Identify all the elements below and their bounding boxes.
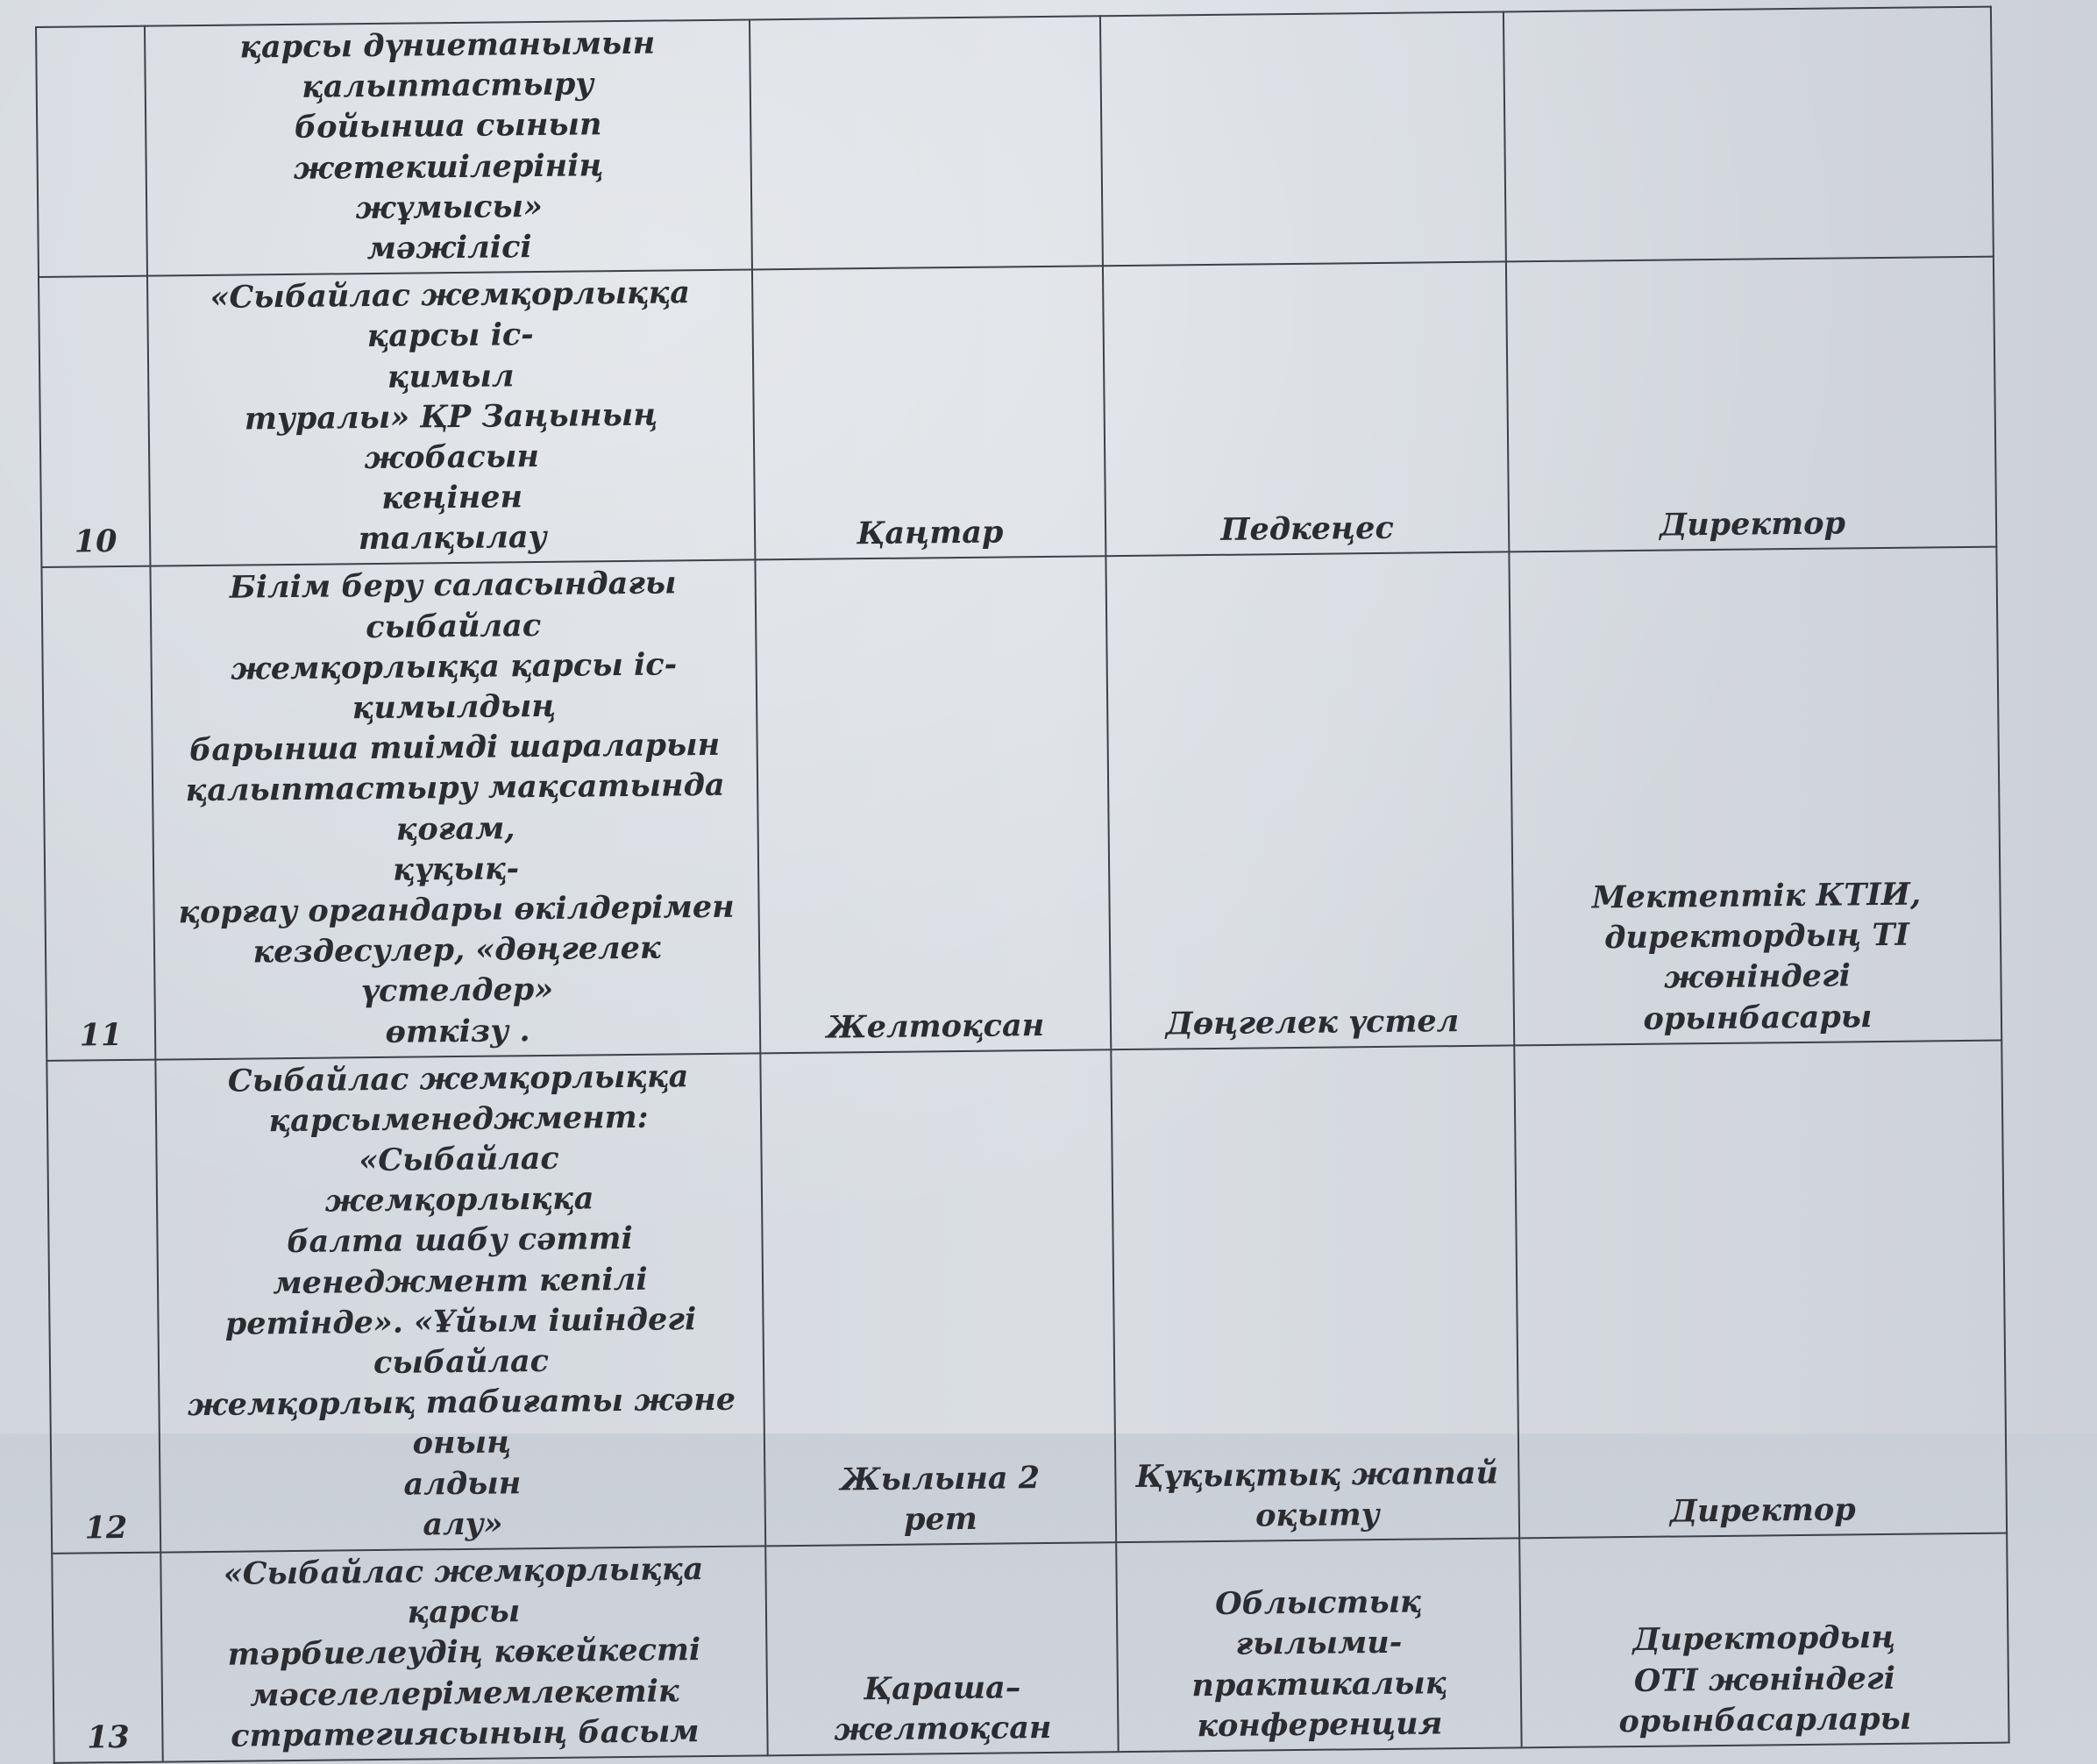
event-line: жұмысы» [355,188,544,226]
form-cell [1103,262,1509,557]
period-cell [765,1542,1118,1755]
event-line: қарсы дүниетанымын қалыптастыру [239,25,656,106]
form-cell [1105,552,1514,1049]
event-line: барынша тиімді шараларын [188,727,721,769]
event-line: туралы» ҚР Заңының жобасын [244,396,658,476]
row-number [46,1059,160,1554]
row-number [36,26,147,277]
event-line: Білім беру саласындағы сыбайлас [229,565,677,645]
table-body [36,7,2009,1763]
period-line: Жылына 2 [840,1459,1041,1498]
responsible-line: Директор [1659,505,1846,544]
form-line: оқыту [1255,1496,1380,1534]
table-row [36,7,1994,277]
form-cell [1111,1045,1519,1542]
event-line: жемқорлық табиғаты және оның [187,1381,736,1462]
form-line: ғылыми- [1235,1625,1403,1663]
form-line: Дөңгелек үстел [1165,1002,1460,1042]
period-line: Қараша– [864,1668,1021,1707]
table-row [46,1040,2007,1554]
form-line: конференция [1197,1704,1443,1744]
event-line: өткізу . [385,1012,530,1050]
period-cell [750,16,1103,269]
form-line: Педкеңес [1220,510,1394,549]
table-row [52,1533,2008,1762]
period-cell [752,266,1105,559]
event-line: қорғау органдары өкілдерімен [178,888,735,931]
event-line: қимыл [387,357,515,395]
event-line: мәселелерімемлекетік [250,1672,679,1714]
responsible-cell [1514,1040,2007,1538]
row-number-text: 11 [79,1016,123,1054]
period-line: желтоқсан [834,1709,1052,1748]
period-line: рет [903,1500,977,1538]
event-line: қалыптастыру мақсатында қоғам, [185,767,725,848]
responsible-line: орынбасары [1643,998,1873,1037]
period-cell [755,557,1111,1053]
responsible-line: Директор [1669,1491,1856,1530]
event-line: жемқорлыққа қарсы іс-қимылдың [230,646,678,727]
table-row [41,547,2001,1061]
event-line: жемқорлыққа [324,1180,594,1220]
event-line: қарсыменеджмент: «Сыбайлас [268,1099,649,1179]
period-line: Қаңтар [857,514,1004,552]
event-cell [150,560,760,1059]
responsible-line: Мектептік КТІИ, [1591,876,1922,916]
document-sheet [35,6,2002,1756]
responsible-cell [1503,7,1994,262]
period-line: Желтоқсан [826,1006,1045,1046]
event-cell [145,19,752,275]
event-cell [155,1053,765,1552]
event-line: алу» [423,1505,503,1543]
event-line: Сыбайлас жемқорлыққа [227,1057,689,1099]
event-line: алдын [403,1464,522,1503]
event-line: стратегиясының басым [231,1712,700,1754]
event-line: «Сыбайлас жемқорлыққа қарсы [223,1551,704,1631]
responsible-cell [1506,257,1996,552]
event-line: мәжілісі [366,229,532,267]
responsible-cell [1519,1533,2008,1747]
form-cell [1116,1538,1521,1752]
responsible-line: Директордың [1632,1619,1896,1659]
anti-corruption-plan-table [35,6,2010,1764]
event-line: тәрбиелеудің көкейкесті [227,1632,701,1674]
event-line: балта шабу сәтті менеджмент кепілі [273,1220,648,1301]
responsible-line: ОТІ жөніндегі [1633,1660,1896,1699]
row-number [41,566,155,1061]
row-number-text: 13 [86,1718,131,1756]
event-cell [147,270,755,567]
event-line: бойынша сынып жетекшілерінің [293,106,604,187]
event-line: ретінде». «Ұйым ішіндегі сыбайлас [224,1300,697,1382]
form-line: Облыстық [1214,1583,1422,1623]
event-line: «Сыбайлас жемқорлыққа қарсы іс- [210,274,691,355]
event-cell [160,1546,767,1761]
responsible-line: директордың ТІ [1603,916,1910,957]
row-number [39,276,150,568]
event-line: кездесулер, «дөңгелек үстелдер» [252,929,661,1010]
table-row [39,257,1996,568]
responsible-cell [1509,547,2001,1045]
row-number [52,1553,162,1763]
responsible-line: жөніндегі [1663,957,1852,996]
event-line: кеңінен [381,479,523,516]
form-line: Құқықтық жаппай [1135,1455,1499,1495]
row-number-text: 12 [84,1509,128,1547]
event-line: құқық- [392,850,520,888]
row-number-text: 10 [74,523,117,560]
responsible-line: орынбасарлары [1618,1700,1912,1739]
form-cell [1100,11,1506,266]
form-line: практикалық [1191,1664,1447,1704]
period-cell [760,1049,1116,1546]
event-line: талқылау [358,519,547,558]
